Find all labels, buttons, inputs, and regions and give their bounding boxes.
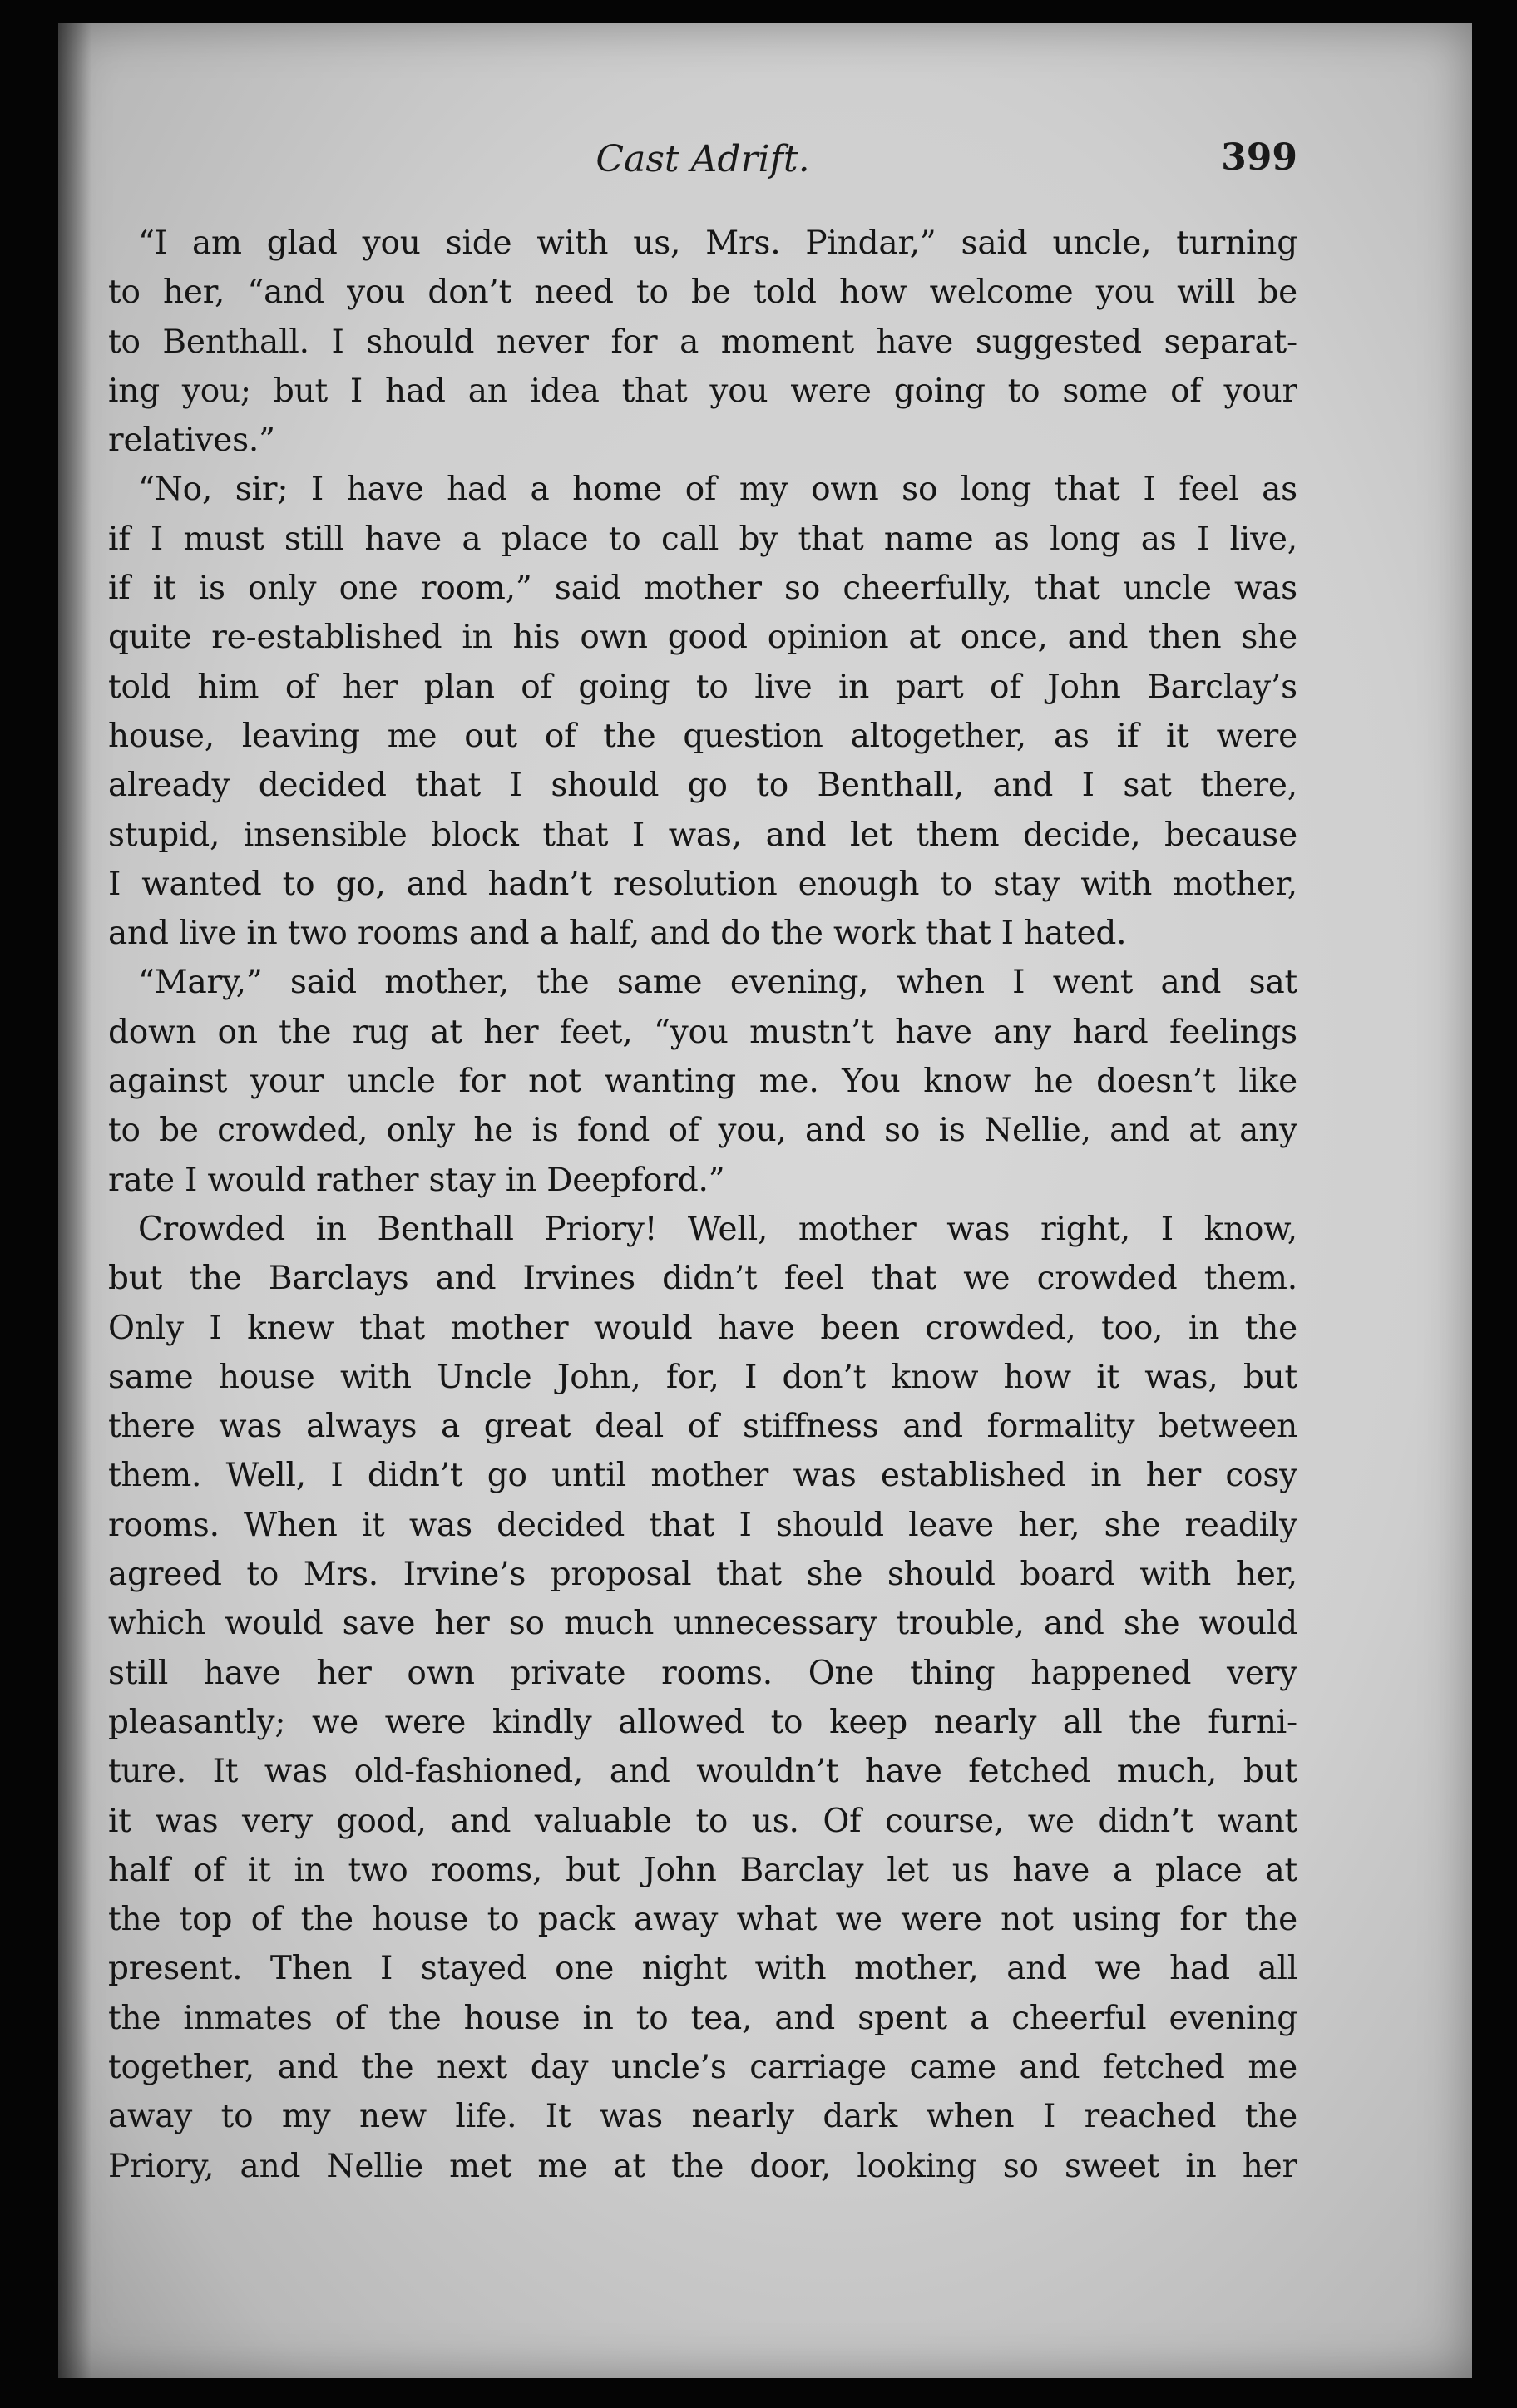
text-line: Only I knew that mother would have been crowded, too, in the [108,1309,1297,1347]
text-line: I wanted to go, and hadn’t resolution enough to stay with mother, [108,865,1297,903]
text-line: to be crowded, only he is fond of you, and so is Nellie, and at any [108,1112,1297,1150]
text-line: if it is only one room,” said mother so cheerfully, that uncle was [108,570,1297,608]
text-line: away to my new life. It was nearly dark when I reached the [108,2098,1297,2136]
page-header [108,131,1297,190]
text-line: house, leaving me out of the question altogether, as if it were [108,717,1297,755]
text-line: told him of her plan of going to live in part of John Barclay’s [108,668,1297,706]
text-line: half of it in two rooms, but John Barclay let us have a place at [108,1851,1297,1889]
text-line: the top of the house to pack away what we were not using for the [108,1901,1297,1939]
running-title: Cast Adrift. [595,138,810,180]
text-line: ing you; but I had an idea that you were going to some of your [108,372,1297,410]
text-line: quite re-established in his own good opinion at once, and then she [108,619,1297,657]
text-line: but the Barclays and Irvines didn’t feel that we crowded them. [108,1260,1297,1298]
text-line: stupid, insensible block that I was, and let them decide, because [108,816,1297,854]
text-line: and live in two rooms and a half, and do the work that I hated. [108,915,1127,953]
text-line: together, and the next day uncle’s carriage came and fetched me [108,2048,1297,2086]
text-line: same house with Uncle John, for, I don’t know how it was, but [108,1358,1297,1396]
text-line: pleasantly; we were kindly allowed to keep nearly all the furni- [108,1703,1297,1741]
text-line: “I am glad you side with us, Mrs. Pindar,” said uncle, turning [138,225,1297,262]
text-line: against your uncle for not wanting me. You know he doesn’t like [108,1063,1297,1101]
text-line: Priory, and Nellie met me at the door, looking so sweet in her [108,2147,1297,2185]
text-line: rate I would rather stay in Deepford.” [108,1161,725,1199]
text-line: “No, sir; I have had a home of my own so long that I feel as [138,471,1297,509]
page-number: 399 [1221,136,1297,179]
text-line: it was very good, and valuable to us. Of course, we didn’t want [108,1802,1297,1840]
text-line: to her, “and you don’t need to be told how welcome you will be [108,274,1297,312]
text-line: down on the rug at her feet, “you mustn’t have any hard feelings [108,1013,1297,1051]
text-line: ture. It was old-fashioned, and wouldn’t have fetched much, but [108,1753,1297,1791]
text-line: relatives.” [108,422,275,460]
text-line: the inmates of the house in to tea, and spent a cheerful evening [108,1999,1297,2037]
text-line: rooms. When it was decided that I should leave her, she readily [108,1506,1297,1544]
text-line: Crowded in Benthall Priory! Well, mother was right, I know, [138,1210,1297,1248]
gutter-shadow [58,23,91,2378]
book-page [58,23,1472,2378]
text-line: present. Then I stayed one night with mother, and we had all [108,1950,1297,1988]
text-line: there was always a great deal of stiffness and formality between [108,1408,1297,1446]
text-line: which would save her so much unnecessary trouble, and she would [108,1605,1297,1643]
text-line: already decided that I should go to Benthall, and I sat there, [108,767,1297,805]
text-line: “Mary,” said mother, the same evening, when I went and sat [138,964,1297,1002]
text-line: if I must still have a place to call by that name as long as I live, [108,520,1297,558]
text-line: agreed to Mrs. Irvine’s proposal that she should board with her, [108,1556,1297,1594]
text-line: to Benthall. I should never for a moment have suggested separat- [108,323,1297,361]
text-line: them. Well, I didn’t go until mother was established in her cosy [108,1457,1297,1495]
text-line: still have her own private rooms. One thing happened very [108,1654,1297,1692]
body-text [108,219,1297,2191]
